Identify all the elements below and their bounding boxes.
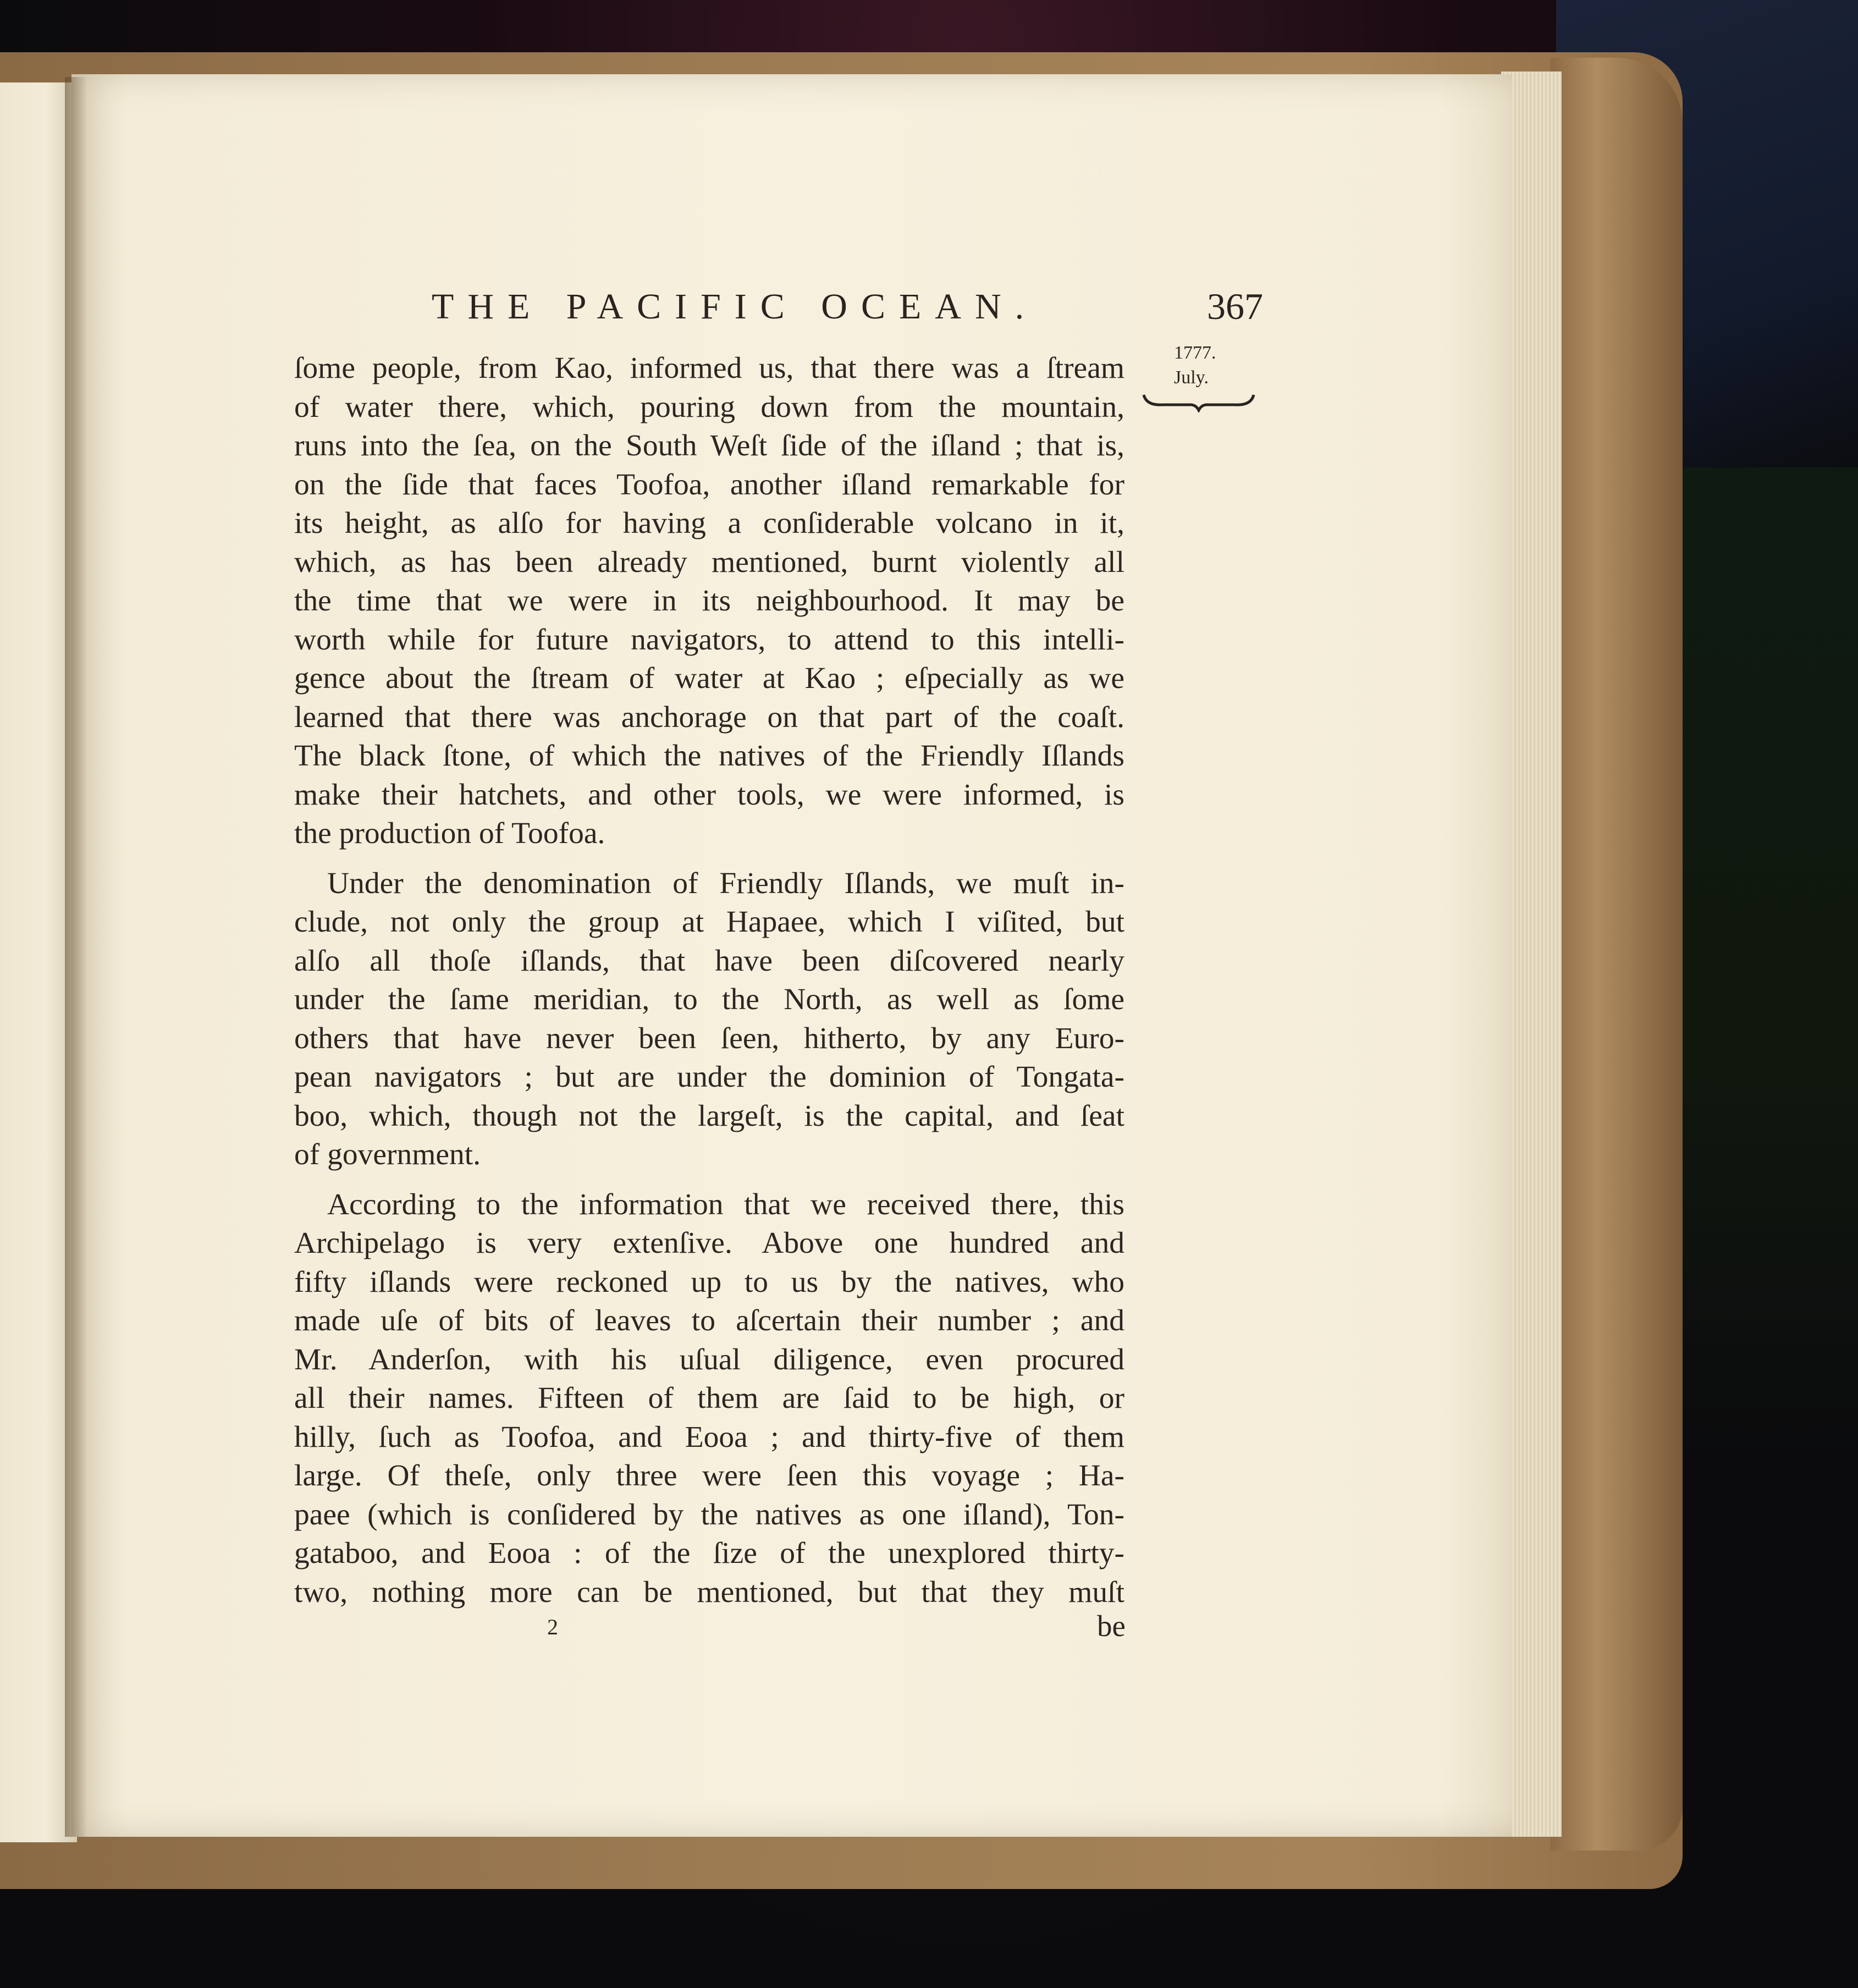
paragraph-3 — [294, 1186, 1124, 1612]
text-line: The black ſtone, of which the natives of the Friendly Iſlands — [294, 739, 1124, 773]
text-line: of government. — [294, 1138, 481, 1171]
text-line: under the ſame meridian, to the North, as well as ſome — [294, 983, 1124, 1016]
margin-note-year: 1777. — [1174, 343, 1216, 363]
text-line: ſome people, from Kao, informed us, that there was a ſtream — [294, 351, 1124, 385]
text-line: alſo all thoſe iſlands, that have been diſcovered nearly — [294, 944, 1124, 978]
running-head: THE PACIFIC OCEAN. — [432, 287, 1038, 327]
catchword: be — [1097, 1609, 1126, 1643]
text-line: of water there, which, pouring down from the mountain, — [294, 390, 1124, 424]
gutter-shadow — [65, 77, 87, 1837]
text-line: Mr. Anderſon, with his uſual diligence, even procured — [294, 1342, 1124, 1376]
text-line: gence about the ſtream of water at Kao ; eſpecially as we — [294, 662, 1124, 695]
text-line: on the ſide that faces Toofoa, another iſland remarkable for — [294, 467, 1124, 502]
text-line: the production of Toofoa. — [294, 817, 605, 850]
paragraph-1 — [294, 349, 1124, 853]
margin-brace-icon — [1141, 390, 1256, 412]
text-line: fifty iſlands were reckoned up to us by the natives, who — [294, 1265, 1124, 1299]
text-line: runs into the ſea, on the South Weſt ſide of the iſland ; that is, — [294, 429, 1124, 462]
text-line: others that have never been ſeen, hitherto, by any Euro- — [294, 1021, 1124, 1055]
page-number: 367 — [1207, 285, 1263, 327]
text-line: pean navigators ; but are under the dominion of Tongata- — [294, 1060, 1124, 1094]
text-line: paee (which is conſidered by the natives as one iſland), Ton- — [294, 1497, 1124, 1532]
text-line: its height, as alſo for having a conſiderable volcano in it, — [294, 506, 1124, 540]
body-text — [294, 349, 1124, 1612]
text-line: made uſe of bits of leaves to aſcertain their number ; and — [294, 1304, 1124, 1337]
text-line: all their names. Fifteen of them are ſaid to be high, or — [294, 1381, 1124, 1415]
text-line: learned that there was anchorage on that part of the coaſt. — [294, 700, 1124, 734]
text-line: two, nothing more can be mentioned, but that they muſt — [294, 1575, 1124, 1609]
signature-mark: 2 — [547, 1615, 558, 1639]
margin-note-month: July. — [1174, 367, 1209, 388]
text-line: Archipelago is very extenſive. Above one hundred and — [294, 1226, 1124, 1260]
text-line: hilly, ſuch as Toofoa, and Eooa ; and thirty-five of them — [294, 1420, 1124, 1454]
text-line: make their hatchets, and other tools, we were informed, is — [294, 778, 1124, 812]
text-line: worth while for future navigators, to attend to this intelli- — [294, 623, 1124, 657]
book-binding-fore-edge — [1551, 58, 1683, 1851]
paragraph-gap — [294, 1175, 1124, 1186]
text-line: gataboo, and Eooa : of the ſize of the unexplored thirty- — [294, 1537, 1124, 1570]
paragraph-2 — [294, 864, 1124, 1175]
text-line: clude, not only the group at Hapaee, which I viſited, but — [294, 905, 1124, 939]
text-line: boo, which, though not the largeſt, is the capital, and ſeat — [294, 1099, 1124, 1133]
text-line: large. Of theſe, only three were ſeen this voyage ; Ha- — [294, 1459, 1124, 1493]
paragraph-gap — [294, 853, 1124, 864]
text-line: which, as has been already mentioned, burnt violently all — [294, 545, 1124, 579]
text-line: According to the information that we received there, this — [327, 1187, 1124, 1221]
text-line: Under the denomination of Friendly Iſlands, we muſt in- — [327, 866, 1124, 900]
text-line: the time that we were in its neighbourhood. It may be — [294, 584, 1124, 618]
